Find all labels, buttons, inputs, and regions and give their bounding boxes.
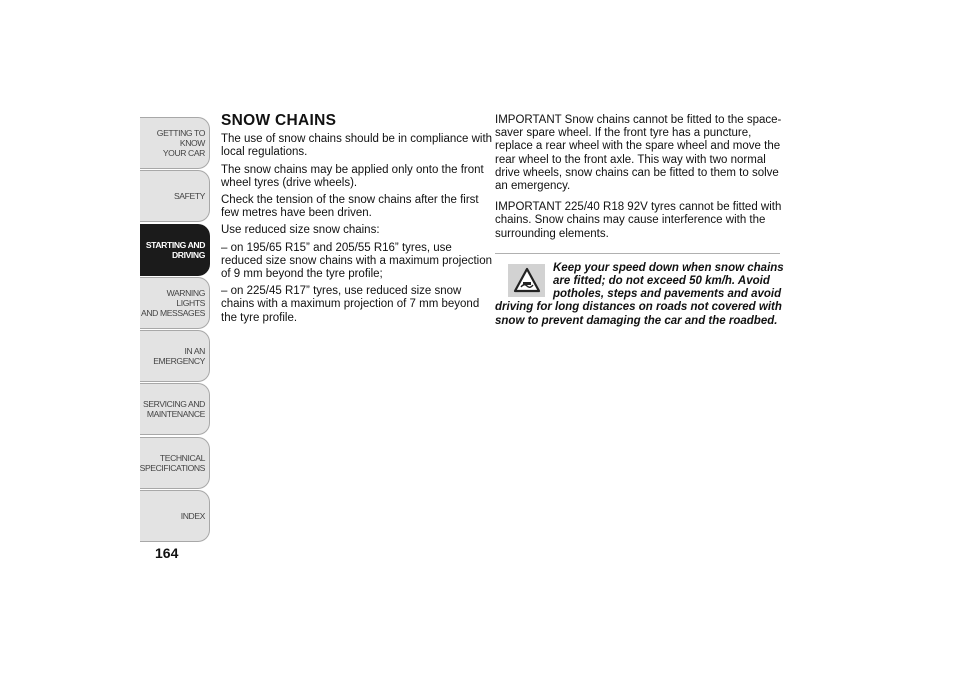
- body-paragraph: – on 225/45 R17” tyres, use reduced size snow chains with a maximum projection of 7 mm beyond the tyre profile.: [221, 285, 480, 324]
- important-note: IMPORTANT 225/40 R18 92V tyres cannot be fitted with chains. Snow chains may cause interference with the surrounding elements.: [495, 201, 782, 240]
- warning-box: [495, 262, 785, 328]
- body-paragraph: The use of snow chains should be in compliance with local regulations.: [221, 133, 493, 159]
- tab-starting-and-driving[interactable]: [140, 224, 210, 276]
- tab-label: IN AN EMERGENCY: [153, 346, 205, 367]
- tab-index[interactable]: [140, 490, 210, 542]
- tab-label: WARNING LIGHTS AND MESSAGES: [141, 287, 205, 318]
- tab-label: SAFETY: [173, 191, 205, 202]
- tab-in-an-emergency[interactable]: [140, 330, 210, 382]
- tab-label: SERVICING AND MAINTENANCE: [143, 399, 205, 420]
- body-paragraph: Use reduced size snow chains:: [221, 224, 380, 237]
- body-paragraph: Check the tension of the snow chains after the first few metres have been driven.: [221, 194, 479, 220]
- chapter-sidebar: [140, 117, 210, 543]
- body-paragraph: The snow chains may be applied only onto the front wheel tyres (drive wheels).: [221, 163, 484, 189]
- tab-label: GETTING TO KNOW YOUR CAR: [156, 128, 205, 158]
- important-note: IMPORTANT Snow chains cannot be fitted to the space-saver spare wheel. If the front tyre has a puncture, replace a rear wheel with the spare wheel and move the rear wheel to the front axle. This way with two normal drive wheels, snow chains can be fitted to them to solve an emergency.: [495, 114, 782, 193]
- warning-text: Keep your speed down when snow chains are fitted; do not exceed 50 km/h. Avoid potholes, steps and pavements and avoid driving for long distances on roads not covered with snow to prevent damaging the car and the roadbed.: [495, 261, 784, 327]
- tab-warning-lights[interactable]: [140, 277, 210, 329]
- tab-label: STARTING AND DRIVING: [145, 239, 205, 260]
- section-title: SNOW CHAINS: [221, 112, 337, 129]
- right-column: [495, 114, 785, 328]
- tab-technical-specifications[interactable]: [140, 437, 210, 489]
- tab-getting-to-know[interactable]: [140, 117, 210, 169]
- divider: [495, 253, 780, 254]
- tab-label: TECHNICAL SPECIFICATIONS: [139, 452, 205, 473]
- tab-safety[interactable]: [140, 170, 210, 222]
- page-number: 164: [155, 545, 179, 561]
- tab-label: INDEX: [180, 511, 205, 522]
- left-column: [221, 114, 493, 329]
- warning-triangle-icon: [508, 264, 545, 297]
- tab-servicing[interactable]: [140, 383, 210, 435]
- body-paragraph: – on 195/65 R15” and 205/55 R16” tyres, use reduced size snow chains with a maximum projection of 9 mm beyond the tyre profile;: [221, 241, 493, 281]
